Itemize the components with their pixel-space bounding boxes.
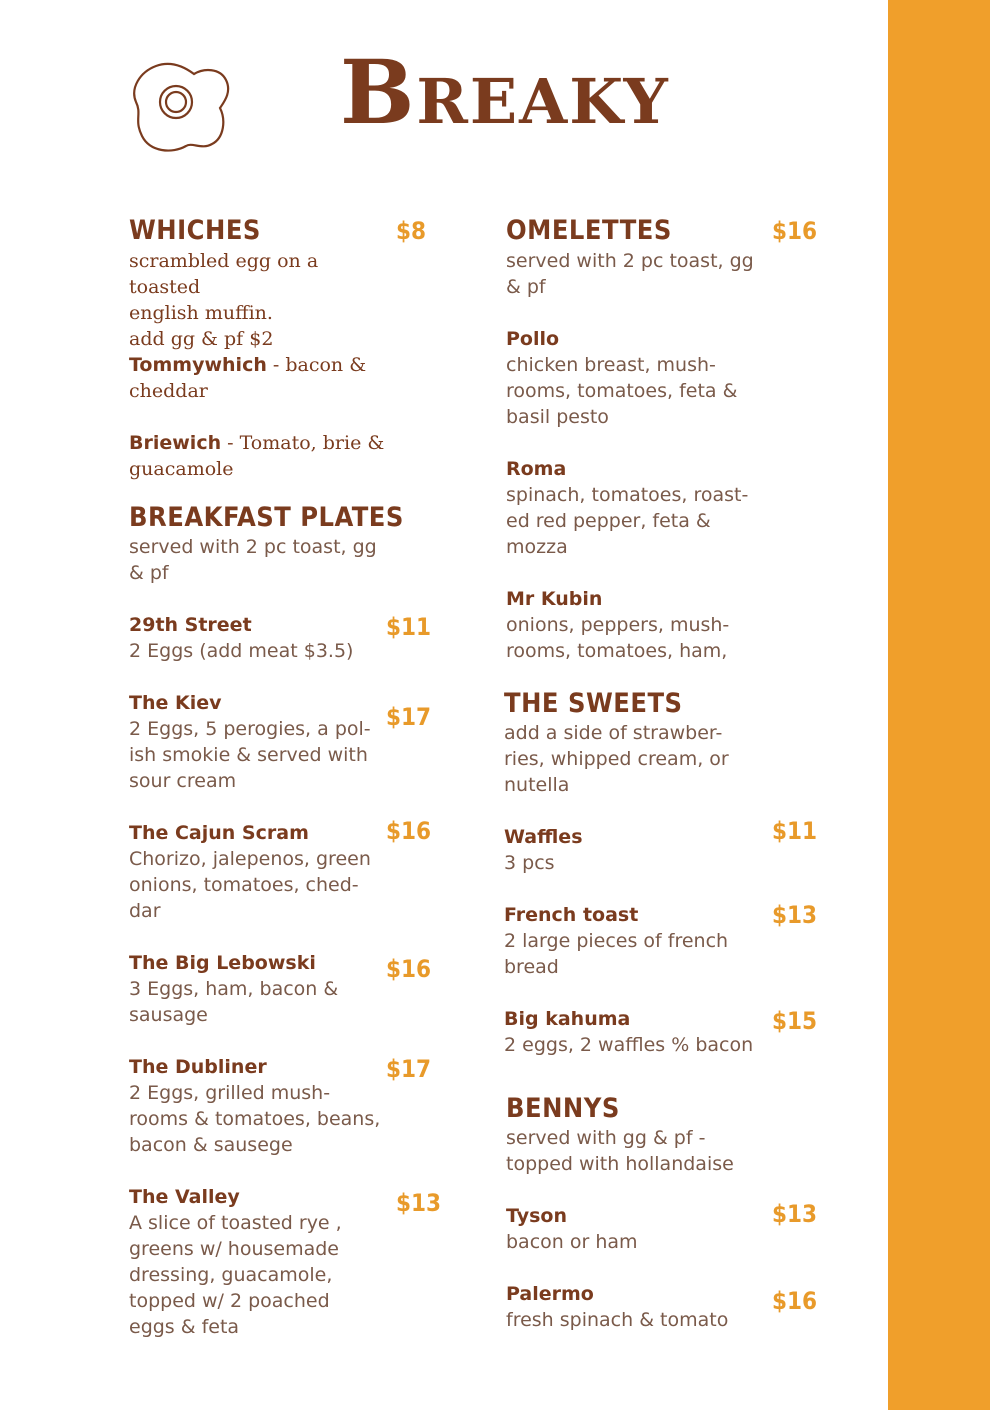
price-french-toast: $13	[772, 901, 818, 929]
section-heading-whiches: WHICHES	[129, 215, 261, 246]
desc-line: served with gg & pf -	[506, 1127, 706, 1149]
desc-line: fresh spinach & tomato	[506, 1309, 729, 1331]
desc-line: english muffin.	[129, 302, 273, 324]
desc-line: rooms, tomatoes, ham,	[506, 640, 728, 662]
item-name: Briewich	[129, 432, 222, 454]
desc-line: add gg & pf $2	[129, 328, 274, 350]
item-desc-mr-kubin	[506, 612, 768, 664]
desc-line: add a side of strawber-	[504, 722, 723, 744]
price-omelettes: $16	[772, 217, 818, 245]
desc-line: basil pesto	[506, 406, 609, 428]
desc-line: bacon & sausege	[129, 1134, 293, 1156]
section-heading-the-sweets: THE SWEETS	[504, 688, 683, 719]
desc-line: bacon or ham	[506, 1231, 638, 1253]
desc-line: greens w/ housemade	[129, 1238, 339, 1260]
item-name-roma: Roma	[506, 458, 567, 480]
desc-line: 2 eggs, 2 waffles % bacon	[504, 1034, 754, 1056]
desc-line: ed red pepper, feta &	[506, 510, 711, 532]
item-desc-the-cajun-scram	[129, 846, 391, 924]
desc-line: nutella	[504, 774, 570, 796]
desc-line: eggs & feta	[129, 1316, 240, 1338]
section-heading-omelettes: OMELETTES	[506, 215, 672, 246]
item-name-the-valley: The Valley	[129, 1186, 240, 1208]
section-heading-bennys: BENNYS	[506, 1093, 620, 1124]
price-the-kiev: $17	[386, 703, 432, 731]
item-desc: - bacon &	[266, 354, 367, 376]
item-name-waffles: Waffles	[504, 826, 583, 848]
item-desc-the-valley	[129, 1210, 391, 1340]
desc-line: chicken breast, mush-	[506, 354, 716, 376]
desc-line: A slice of toasted rye ,	[129, 1212, 342, 1234]
section-desc-breakfast-plates	[129, 534, 391, 586]
price-palermo: $16	[772, 1287, 818, 1315]
item-name-the-dubliner: The Dubliner	[129, 1056, 267, 1078]
desc-line: 2 Eggs, grilled mush-	[129, 1082, 331, 1104]
item-desc-the-big-lebowski	[129, 976, 391, 1028]
item-name-the-kiev: The Kiev	[129, 692, 222, 714]
item-desc: guacamole	[129, 458, 234, 480]
desc-line: rooms, tomatoes, feta &	[506, 380, 738, 402]
price-big-kahuma: $15	[772, 1007, 818, 1035]
price-the-dubliner: $17	[386, 1055, 432, 1083]
section-desc-bennys	[506, 1125, 768, 1177]
desc-line: dar	[129, 900, 161, 922]
desc-line: spinach, tomatoes, roast-	[506, 484, 749, 506]
desc-line: mozza	[506, 536, 568, 558]
desc-line: & pf	[506, 276, 546, 298]
item-desc-big-kahuma	[504, 1032, 784, 1058]
fried-egg-icon	[128, 58, 234, 154]
orange-side-bar	[888, 0, 990, 1410]
desc-line: onions, peppers, mush-	[506, 614, 730, 636]
price-whiches: $8	[396, 217, 427, 245]
desc-line: ries, whipped cream, or	[504, 748, 729, 770]
item-desc-roma	[506, 482, 768, 560]
desc-line: 3 pcs	[504, 852, 555, 874]
price-29th-street: $11	[386, 613, 432, 641]
item-name-big-kahuma: Big kahuma	[504, 1008, 631, 1030]
item-name-the-big-lebowski: The Big Lebowski	[129, 952, 316, 974]
item-desc-pollo	[506, 352, 768, 430]
item-desc-french-toast	[504, 928, 766, 980]
item-name-pollo: Pollo	[506, 328, 560, 350]
item-name-palermo: Palermo	[506, 1283, 594, 1305]
item-name-french-toast: French toast	[504, 904, 639, 926]
desc-line: sour cream	[129, 770, 237, 792]
price-the-valley: $13	[396, 1189, 442, 1217]
price-tyson: $13	[772, 1200, 818, 1228]
desc-line: topped with hollandaise	[506, 1153, 734, 1175]
desc-line: onions, tomatoes, ched-	[129, 874, 359, 896]
section-desc-omelettes	[506, 248, 768, 300]
price-the-cajun-scram: $16	[386, 817, 432, 845]
menu-item-briewich	[129, 430, 389, 482]
price-waffles: $11	[772, 817, 818, 845]
desc-line: & pf	[129, 562, 169, 584]
desc-line: served with 2 pc toast, gg	[506, 250, 754, 272]
desc-line: bread	[504, 956, 559, 978]
desc-line: topped w/ 2 poached	[129, 1290, 330, 1312]
section-desc-whiches	[129, 248, 389, 352]
menu-item-tommywhich	[129, 352, 389, 404]
desc-line: served with 2 pc toast, gg	[129, 536, 377, 558]
price-the-big-lebowski: $16	[386, 955, 432, 983]
desc-line: rooms & tomatoes, beans,	[129, 1108, 381, 1130]
item-desc-the-kiev	[129, 716, 391, 794]
item-desc-waffles	[504, 850, 766, 876]
desc-line: 2 large pieces of french	[504, 930, 729, 952]
section-heading-breakfast-plates: BREAKFAST PLATES	[129, 502, 404, 533]
item-desc: - Tomato, brie &	[221, 432, 385, 454]
item-desc-29th-street	[129, 638, 391, 664]
item-name-mr-kubin: Mr Kubin	[506, 588, 603, 610]
item-desc-tyson	[506, 1229, 768, 1255]
item-name-29th-street: 29th Street	[129, 614, 252, 636]
desc-line: scrambled egg on a toasted	[129, 250, 319, 298]
desc-line: sausage	[129, 1004, 208, 1026]
desc-line: 3 Eggs, ham, bacon &	[129, 978, 339, 1000]
page-title: Breaky	[340, 40, 670, 144]
item-desc: cheddar	[129, 380, 208, 402]
section-desc-the-sweets	[504, 720, 766, 798]
item-desc-palermo	[506, 1307, 786, 1333]
desc-line: Chorizo, jalepenos, green	[129, 848, 371, 870]
item-desc-the-dubliner	[129, 1080, 391, 1158]
item-name-the-cajun-scram: The Cajun Scram	[129, 822, 309, 844]
desc-line: ish smokie & served with	[129, 744, 368, 766]
desc-line: 2 Eggs, 5 perogies, a pol-	[129, 718, 371, 740]
desc-line: dressing, guacamole,	[129, 1264, 333, 1286]
item-name-tyson: Tyson	[506, 1205, 567, 1227]
item-name: Tommywhich	[129, 354, 267, 376]
desc-line: 2 Eggs (add meat $3.5)	[129, 640, 354, 662]
